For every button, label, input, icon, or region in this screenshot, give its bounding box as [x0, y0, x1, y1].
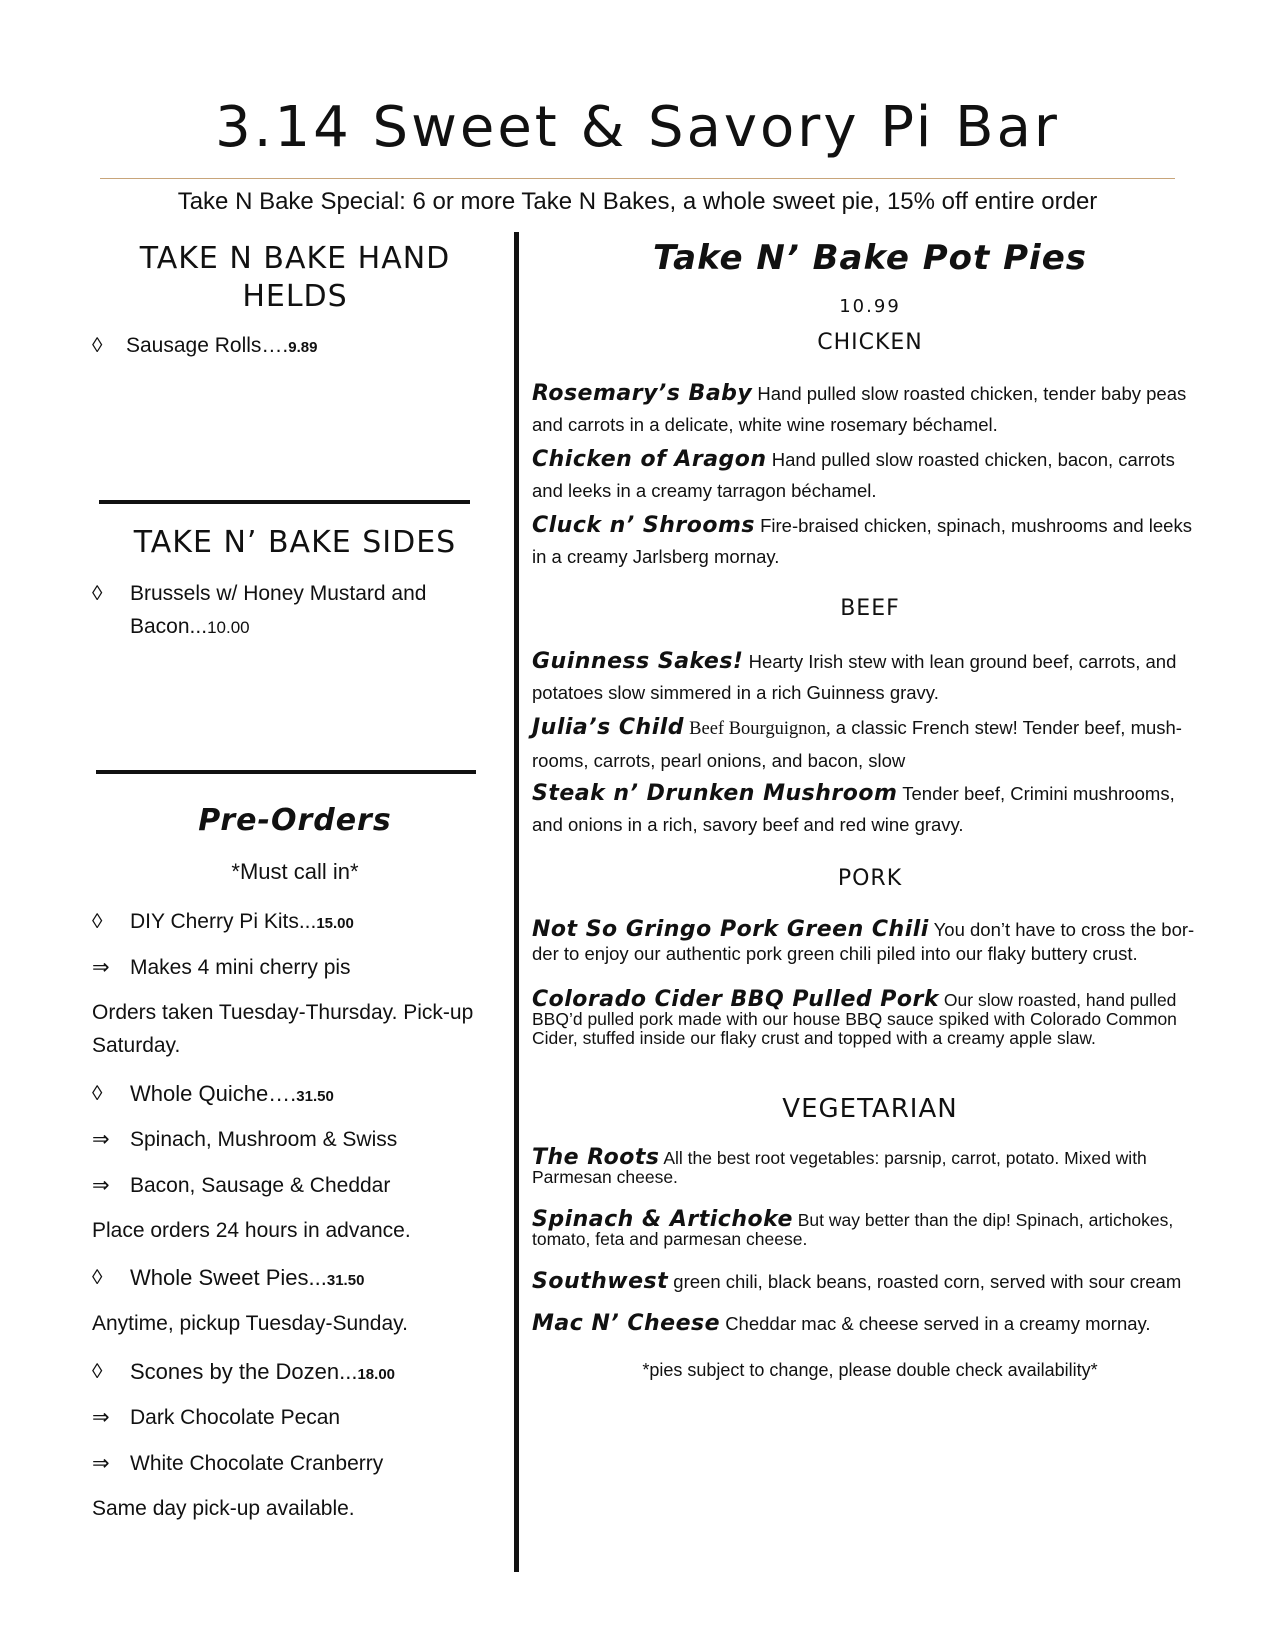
item-name: Guinness Sakes! — [532, 649, 744, 674]
note-text: Orders taken Tuesday-Thursday. Pick-up — [92, 1001, 474, 1024]
item-name: Steak n’ Drunken Mushroom — [532, 781, 898, 806]
item-name: Chicken of Aragon — [532, 447, 767, 472]
diamond-bullet-icon: ◊ — [92, 582, 103, 605]
note-text: Saturday. — [92, 1034, 181, 1057]
item-name: The Roots — [532, 1145, 660, 1170]
potpies-price: 10.99 — [839, 296, 901, 317]
menu-item — [532, 712, 1202, 776]
potpies-heading: Take N’ Bake Pot Pies — [653, 238, 1087, 278]
item-description: All the best root vegetables: parsnip, carrot, potato. Mixed with Parmesan cheese. — [532, 1148, 1147, 1187]
page-title: 3.14 Sweet & Savory Pi Bar — [215, 95, 1060, 160]
sides-heading: TAKE N’ BAKE SIDES — [133, 525, 457, 560]
section-divider — [99, 500, 470, 504]
beef-heading: BEEF — [840, 596, 900, 621]
diamond-bullet-icon: ◊ — [92, 1360, 103, 1383]
chicken-heading: CHICKEN — [817, 330, 923, 355]
note-text: Place orders 24 hours in advance. — [92, 1219, 411, 1242]
menu-item — [532, 378, 1202, 440]
section-divider — [96, 770, 476, 774]
vegetarian-heading: VEGETARIAN — [782, 1094, 958, 1124]
item-description: You don’t have to cross the bor-der to enjoy our authentic pork green chili piled into our flaky buttery crust. — [532, 919, 1195, 964]
note-text: Same day pick-up available. — [92, 1497, 355, 1520]
item-name: Spinach & Artichoke — [532, 1207, 793, 1232]
menu-item — [532, 778, 1202, 840]
item-description: Tender beef, Crimini mushrooms, and onions in a rich, savory beef and red wine gravy. — [532, 783, 1175, 835]
item-description: Fire-braised chicken, spinach, mushrooms and leeks in a creamy Jarlsberg mornay. — [532, 515, 1192, 567]
menu-item — [532, 987, 1202, 1048]
availability-footnote: *pies subject to change, please double check availability* — [642, 1360, 1098, 1380]
menu-item — [532, 444, 1202, 506]
preorders-heading: Pre-Orders — [198, 803, 392, 838]
item-name: Colorado Cider BBQ Pulled Pork — [532, 987, 940, 1012]
item-description: Beef Bourguignon, — [689, 719, 831, 739]
menu-item — [532, 918, 1202, 966]
item-name: Southwest — [532, 1269, 669, 1294]
column-divider — [514, 232, 519, 1572]
menu-item — [532, 1145, 1202, 1187]
arrow-bullet-icon: ⇒ — [92, 1406, 110, 1429]
pork-heading: PORK — [837, 866, 903, 891]
item-description: Cheddar mac & cheese served in a creamy mornay. — [725, 1313, 1151, 1334]
preorders-subheading: *Must call in* — [231, 859, 359, 884]
item-description: Our slow roasted, hand pulled BBQ’d pulled pork made with our house BBQ sauce spiked with Colorado Common Cider, stuffed inside our flaky crust and topped with a creamy apple slaw. — [532, 990, 1177, 1048]
item-name: Not So Gringo Pork Green Chili — [532, 917, 929, 942]
special-offer: Take N Bake Special: 6 or more Take N Bakes, a whole sweet pie, 15% off entire order — [177, 188, 1098, 215]
item-description: green chili, black beans, roasted corn, served with sour cream — [673, 1271, 1182, 1292]
item-description: But way better than the dip! Spinach, artichokes, tomato, feta and parmesan cheese. — [532, 1210, 1174, 1249]
title-divider — [100, 178, 1175, 179]
item-name: Mac N’ Cheese — [532, 1311, 721, 1336]
diamond-bullet-icon: ◊ — [92, 910, 103, 933]
menu-item — [532, 646, 1202, 708]
item-description: Hearty Irish stew with lean ground beef, carrots, and potatoes slow simmered in a rich Guinness gravy. — [532, 651, 1177, 703]
handhelds-heading: TAKE N BAKE HAND HELDS — [139, 241, 451, 314]
item-name: Julia’s Child — [532, 715, 685, 740]
item-name: Rosemary’s Baby — [532, 381, 753, 406]
item-description: Hand pulled slow roasted chicken, tender baby peas and carrots in a delicate, white wine rosemary béchamel. — [532, 383, 1187, 435]
arrow-bullet-icon: ⇒ — [92, 956, 110, 979]
diamond-bullet-icon: ◊ — [92, 1082, 103, 1105]
menu-item — [532, 1308, 1202, 1339]
note-text: Anytime, pickup Tuesday-Sunday. — [92, 1312, 408, 1335]
arrow-bullet-icon: ⇒ — [92, 1174, 110, 1197]
diamond-bullet-icon: ◊ — [92, 334, 103, 357]
menu-item — [532, 1207, 1202, 1249]
arrow-bullet-icon: ⇒ — [92, 1128, 110, 1151]
diamond-bullet-icon: ◊ — [92, 1266, 103, 1289]
menu-item — [532, 510, 1202, 572]
item-description: a classic French stew! Tender beef, mush-rooms, carrots, pearl onions, and bacon, slow — [532, 717, 1182, 771]
arrow-bullet-icon: ⇒ — [92, 1452, 110, 1475]
menu-item — [532, 1266, 1202, 1297]
item-description: Hand pulled slow roasted chicken, bacon, carrots and leeks in a creamy tarragon béchamel. — [532, 449, 1175, 501]
item-name: Cluck n’ Shrooms — [532, 513, 755, 538]
